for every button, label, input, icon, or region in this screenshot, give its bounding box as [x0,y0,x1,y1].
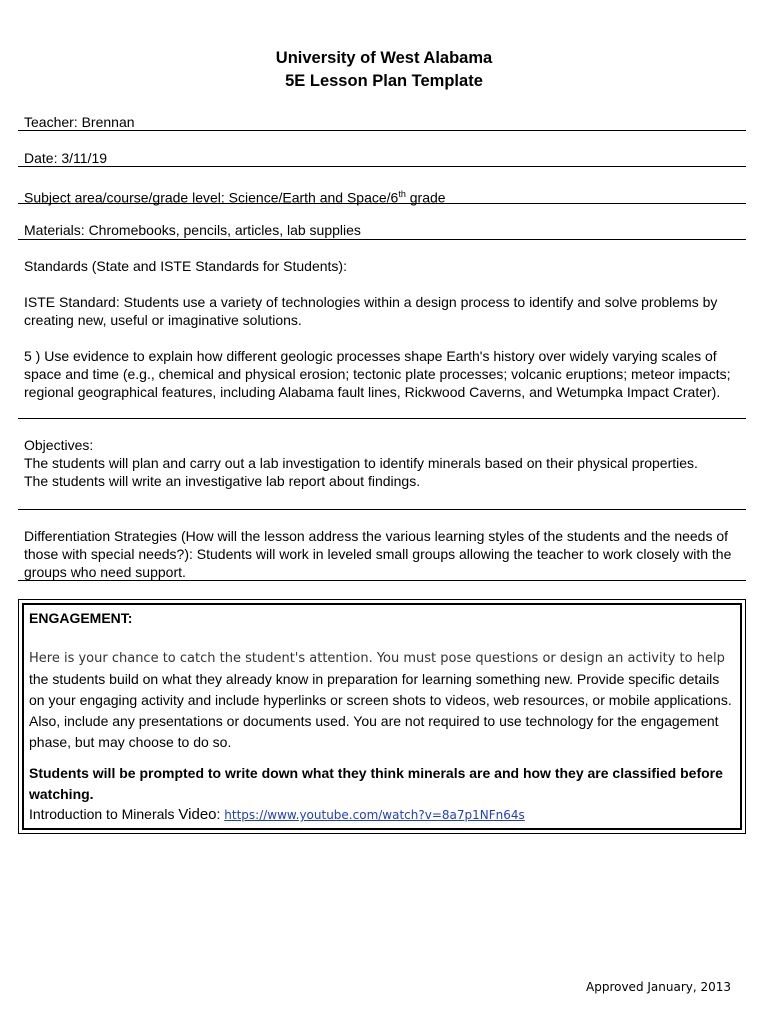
differentiation-section [24,527,748,581]
materials-rule [18,239,746,240]
standards-section [24,257,748,401]
teacher-field: Teacher: Brennan [24,114,135,130]
video-label: Video [178,806,217,823]
date-rule [18,166,746,167]
video-intro-label: Introduction to Minerals [29,806,179,822]
approval-footer: Approved January, 2013 [586,980,732,994]
materials-field: Materials: Chromebooks, pencils, articles, lab supplies [24,222,361,238]
standards-rule [18,418,746,419]
date-field: Date: 3/11/19 [24,150,108,166]
engagement-lead: Here is your chance to catch the student's attention. You must pose questions or design an activity to help [29,651,725,666]
engagement-heading: ENGAGEMENT: [29,610,133,626]
engagement-instructions [29,647,736,753]
engagement-box [18,599,746,834]
video-colon: : [216,806,225,822]
engagement-body: the students build on what they already know in preparation for learning something new. Provide specific details on your engaging activity and include hyperlinks or screen shots to videos, web resources, or mobile applications. Also, include any presentations or documents used. You are not required to use technology for the engagement phase, but may choose to do so. [29,671,732,750]
engagement-box-inner [22,603,742,830]
objectives-rule [18,509,746,510]
subject-rule [18,203,746,204]
standards-heading: Standards (State and ISTE Standards for Students): [24,258,347,274]
subject-superscript: th [398,189,406,199]
document-title: University of West Alabama [275,49,493,67]
objective-1: The students will plan and carry out a lab investigation to identify minerals based on their physical properties. [24,455,698,471]
subject-suffix: grade [405,189,446,206]
teacher-rule [18,130,746,131]
video-line [29,805,736,824]
engagement-prompt: Students will be prompted to write down what they think minerals are and how they are classified before watching. [29,765,723,802]
objectives-heading: Objectives: [24,437,94,453]
iste-standard: ISTE Standard: Students use a variety of technologies within a design process to identify and solve problems by creating new, useful or imaginative solutions. [24,294,718,328]
state-standard: 5 ) Use evidence to explain how different geologic processes shape Earth's history over widely varying scales of space and time (e.g., chemical and physical erosion; tectonic plate processes; volcanic eruptions; meteor impacts; regional geographical features, including Alabama fault lines, Rickwood Caverns, and Wetumpka Impact Crater). [24,348,731,400]
differentiation-rule [18,580,746,581]
objectives-section [24,436,748,490]
document-subtitle: 5E Lesson Plan Template [285,72,483,90]
differentiation-text: Differentiation Strategies (How will the lesson address the various learning styles of the students and the needs of those with special needs?): Students will work in leveled small groups allowing the teacher to work closely with the groups who need support. [24,528,732,580]
subject-text: Subject area/course/grade level: Science/Earth and Space/6 [24,189,399,206]
video-link[interactable]: https://www.youtube.com/watch?v=8a7p1NFn64s [224,808,525,822]
objective-2: The students will write an investigative lab report about findings. [24,473,421,489]
